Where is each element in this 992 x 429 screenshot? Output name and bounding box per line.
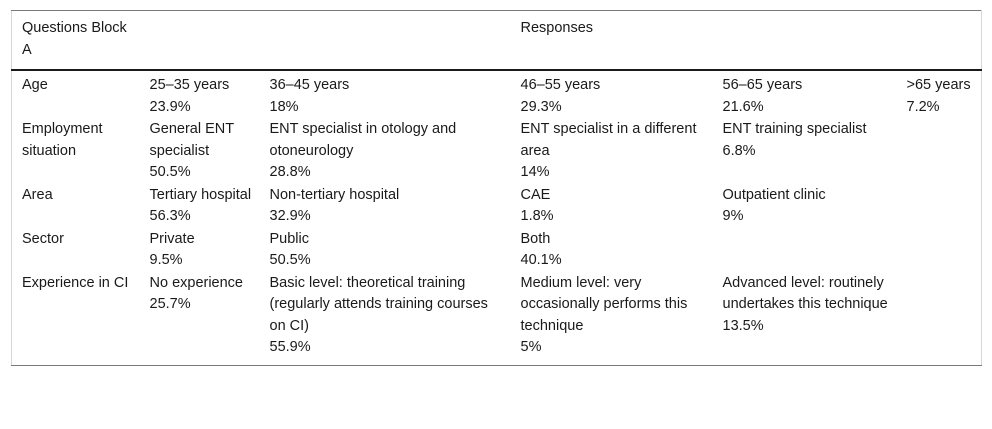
response-pct: 14% xyxy=(520,164,550,180)
response-text: ENT specialist in a different area xyxy=(520,121,697,159)
response-cell xyxy=(713,229,901,273)
response-cell xyxy=(260,119,511,185)
response-cell xyxy=(901,273,982,366)
table-row xyxy=(12,70,982,119)
response-text: 46–55 years xyxy=(520,77,601,93)
response-text: Advanced level: routinely undertakes this technique xyxy=(722,274,888,312)
row-label: Sector xyxy=(22,230,64,247)
response-pct: 23.9% xyxy=(149,98,191,115)
response-pct: 21.6% xyxy=(722,98,764,115)
response-pct: 29.3% xyxy=(520,98,562,115)
response-text: Private xyxy=(149,230,195,247)
response-text: Medium level: very occasionally performs this technique xyxy=(520,274,688,334)
response-cell xyxy=(901,185,982,229)
response-pct: 6.8% xyxy=(722,142,756,159)
response-pct: 9% xyxy=(722,208,744,224)
response-cell xyxy=(511,119,713,185)
response-pct: 28.8% xyxy=(269,164,311,180)
survey-table-container xyxy=(11,10,981,366)
response-text: CAE xyxy=(520,186,551,203)
response-cell xyxy=(511,70,713,119)
response-cell xyxy=(901,70,982,119)
response-pct: 25.7% xyxy=(149,296,191,312)
response-pct: 7.2% xyxy=(906,98,940,115)
table-row xyxy=(12,185,982,229)
response-pct: 56.3% xyxy=(149,208,191,224)
row-label: Age xyxy=(22,77,48,93)
header-responses: Responses xyxy=(511,11,982,71)
table-row xyxy=(12,229,982,273)
response-text: Public xyxy=(269,230,309,247)
response-text: Outpatient clinic xyxy=(722,186,826,203)
response-cell xyxy=(713,70,901,119)
response-cell xyxy=(713,273,901,366)
response-cell xyxy=(713,185,901,229)
response-cell xyxy=(260,185,511,229)
row-label: Experience in CI xyxy=(22,274,129,291)
row-label: Area xyxy=(22,186,53,203)
response-pct: 18% xyxy=(269,98,299,115)
response-cell xyxy=(140,70,260,119)
response-cell xyxy=(511,229,713,273)
response-text: Basic level: theoretical training (regularly attends training courses on CI) xyxy=(269,274,488,334)
response-cell xyxy=(511,185,713,229)
response-text: Tertiary hospital xyxy=(149,186,252,203)
table-row xyxy=(12,119,982,185)
response-pct: 13.5% xyxy=(722,317,764,334)
row-label: Employment situation xyxy=(22,121,103,159)
response-cell xyxy=(140,229,260,273)
response-pct: 5% xyxy=(520,339,542,355)
response-cell xyxy=(140,119,260,185)
response-pct: 50.5% xyxy=(149,164,191,180)
survey-table xyxy=(11,10,982,366)
header-spacer-1 xyxy=(140,11,260,71)
header-questions: Questions Block A xyxy=(12,11,140,71)
response-pct: 9.5% xyxy=(149,252,183,268)
response-pct: 55.9% xyxy=(269,339,311,355)
response-text: Non-tertiary hospital xyxy=(269,186,400,203)
response-text: ENT specialist in otology and otoneurology xyxy=(269,121,457,159)
response-cell xyxy=(260,70,511,119)
table-row xyxy=(12,273,982,366)
response-pct: 32.9% xyxy=(269,208,311,224)
response-pct: 1.8% xyxy=(520,208,554,224)
response-text: General ENT specialist xyxy=(149,121,234,159)
response-cell xyxy=(713,119,901,185)
response-cell xyxy=(901,119,982,185)
response-pct: 40.1% xyxy=(520,252,562,268)
response-text: 25–35 years xyxy=(149,77,230,93)
response-text: ENT training specialist xyxy=(722,121,867,137)
response-text: >65 years xyxy=(906,77,971,93)
response-cell xyxy=(140,273,260,366)
response-cell xyxy=(260,273,511,366)
response-cell xyxy=(260,229,511,273)
response-text: 36–45 years xyxy=(269,77,350,93)
response-cell xyxy=(901,229,982,273)
response-pct: 50.5% xyxy=(269,252,311,268)
response-text: No experience xyxy=(149,274,243,291)
response-text: 56–65 years xyxy=(722,77,803,93)
response-cell xyxy=(140,185,260,229)
response-text: Both xyxy=(520,230,551,247)
response-cell xyxy=(511,273,713,366)
header-row xyxy=(12,11,982,71)
header-spacer-2 xyxy=(260,11,511,71)
